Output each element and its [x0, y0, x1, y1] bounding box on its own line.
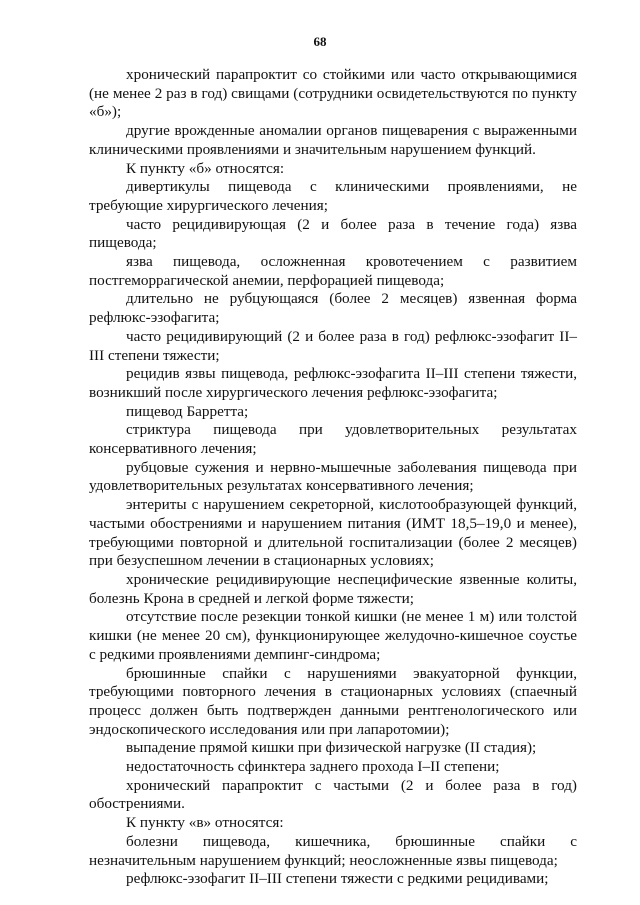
paragraph-relapse-after-surgery: рецидив язвы пищевода, рефлюкс-эзофагита II–III степени тяжести, возникший после хирургического лечения рефлюкс-эзофагита; [89, 365, 577, 401]
paragraph-reflux-rare-relapses: рефлюкс-эзофагит II–III степени тяжести с редкими рецидивами; [126, 870, 549, 888]
paragraph-point-b-heading: К пункту «б» относятся: [126, 159, 285, 177]
paragraph-sphincter-insufficiency: недостаточность сфинктера заднего прохода I–II степени; [126, 758, 500, 776]
document-body [89, 66, 577, 889]
paragraph-esophageal-diverticula: дивертикулы пищевода с клиническими проявлениями, не требующие хирургического лечения; [89, 178, 577, 214]
page-number: 68 [313, 34, 327, 49]
paragraph-recurrent-reflux-esophagitis: часто рецидивирующий (2 и более раза в год) рефлюкс-эзофагит II–III степени тяжести; [89, 327, 577, 364]
paragraph-minor-dysfunction-diseases: болезни пищевода, кишечника, брюшинные спайки с незначительным нарушением функций; неосложненные язвы пищевода; [89, 832, 577, 869]
paragraph-cicatricial-narrowing: рубцовые сужения и нервно-мышечные заболевания пищевода при удовлетворительных результатах консервативного лечения; [89, 458, 577, 495]
paragraph-chronic-paraproctitis-fistulas: хронический парапроктит со стойкими или часто открывающимися (не менее 2 раз в год) свищами (сотрудники освидетельствуются по пункту «б»); [89, 66, 577, 121]
paragraph-intestinal-resection: отсутствие после резекции тонкой кишки (не менее 1 м) или толстой кишки (не менее 20 см), функционирующее желудочно-кишечное соустье с редкими проявлениями демпинг-синдрома; [89, 608, 577, 663]
paragraph-chronic-paraproctitis-exacerbations: хронический парапроктит с частыми (2 и более раза в год) обострениями. [89, 776, 577, 813]
paragraph-barrett-esophagus: пищевод Барретта; [126, 402, 249, 420]
paragraph-ulcerative-colitis-crohn: хронические рецидивирующие неспецифические язвенные колиты, болезнь Крона в средней и легкой форме тяжести; [89, 570, 577, 607]
paragraph-nonhealing-ulcerative-reflux: длительно не рубцующаяся (более 2 месяцев) язвенная форма рефлюкс-эзофагита; [89, 290, 577, 327]
paragraph-peritoneal-adhesions: брюшинные спайки с нарушениями эвакуаторной функции, требующими повторного лечения в стационарных условиях (спаечный процесс должен быть подтвержден данными рентгенологического или эндоскопического исследования или при лапаротомии); [89, 664, 577, 738]
paragraph-complicated-esophageal-ulcer: язва пищевода, осложненная кровотечением с развитием постгеморрагической анемии, перфорацией пищевода; [89, 253, 577, 289]
paragraph-esophageal-stricture: стриктура пищевода при удовлетворительных результатах консервативного лечения; [89, 421, 577, 458]
paragraph-rectal-prolapse: выпадение прямой кишки при физической нагрузке (II стадия); [126, 739, 537, 757]
paragraph-point-v-heading: К пункту «в» относятся: [126, 814, 284, 832]
paragraph-recurrent-esophageal-ulcer: часто рецидивирующая (2 и более раза в течение года) язва пищевода; [89, 215, 577, 252]
paragraph-enteritis: энтериты с нарушением секреторной, кислотообразующей функций, частыми обострениями и нарушением питания (ИМТ 18,5–19,0 и менее), требующими повторной и длительной госпитализации (более 2 месяцев) при безуспешном лечении в стационарных условиях; [89, 496, 577, 570]
paragraph-congenital-anomalies: другие врожденные аномалии органов пищеварения с выраженными клиническими проявлениями и значительным нарушением функций. [89, 122, 577, 158]
